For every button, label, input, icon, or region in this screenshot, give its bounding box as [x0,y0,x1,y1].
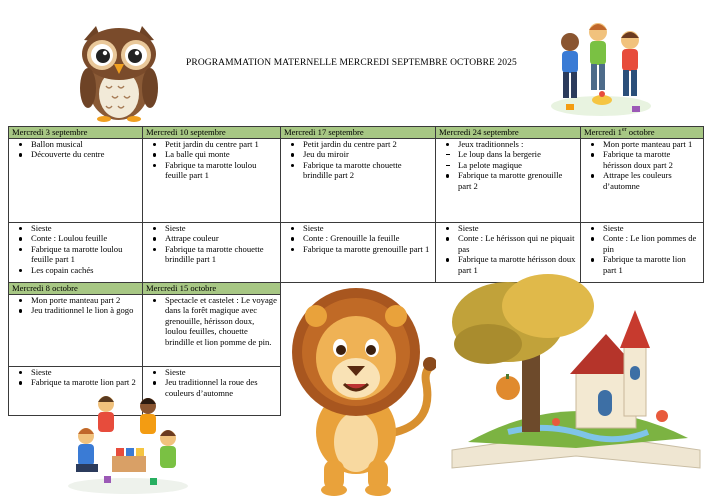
activity-item: Le loup dans la bergerie [445,149,577,159]
activity-item: Sieste [18,367,139,377]
storybook-castle-icon [448,262,704,490]
activity-item: Spectacle et castelet : Le voyage dans la forêt magique avec grenouille, hérisson doux, loulou feuilles, chouette brindille et lion pomme de pin. [152,295,277,347]
activity-item: Jeu traditionnel le lion à gogo [18,305,139,315]
morning-cell [436,139,581,223]
owl-icon [74,20,164,124]
day-header: Mercredi 17 septembre [281,127,436,139]
activity-item: Fabrique ta marotte loulou feuille part 1 [152,160,277,181]
morning-cell [9,295,143,367]
activity-item: Sieste [290,223,432,233]
morning-cell [143,139,281,223]
afternoon-cell [143,223,281,283]
activity-item: Sieste [152,367,277,377]
activity-item: Attrape les couleurs d’automne [590,170,700,191]
activity-item: Fabrique ta marotte loulou feuille part 1 [18,244,139,265]
activity-item: Sieste [590,223,700,233]
activity-item: Fabrique ta marotte lion part 1 [590,254,700,275]
activity-item: Conte : Le lion pommes de pin [590,233,700,254]
day-header: Mercredi 15 octobre [143,283,281,295]
day-header: Mercredi 24 septembre [436,127,581,139]
activity-item: Jeux traditionnels : [445,139,577,149]
activity-item: Découverte du centre [18,149,139,159]
morning-cell [143,295,281,367]
afternoon-cell [281,223,436,283]
activity-item: Sieste [18,223,139,233]
activity-item: Les copain cachés [18,265,139,275]
activity-item: Fabrique ta marotte chouette brindille part 2 [290,160,432,181]
activity-item: La pelote magique [445,160,577,170]
activity-item: Mon porte manteau part 1 [590,139,700,149]
activity-item: Conte : Loulou feuille [18,233,139,243]
morning-cell [9,139,143,223]
activity-item: Petit jardin du centre part 2 [290,139,432,149]
morning-row-1 [9,139,704,223]
activity-item: Jeu du miroir [290,149,432,159]
activity-item: Ballon musical [18,139,139,149]
activity-item: Petit jardin du centre part 1 [152,139,277,149]
activity-item: Fabrique ta marotte grenouille part 2 [445,170,577,191]
activity-item: Attrape couleur [152,233,277,243]
kids-playing-blocks-icon [64,392,192,496]
activity-item: Fabrique ta marotte lion part 2 [18,377,139,387]
activity-item: La balle qui monte [152,149,277,159]
activity-item: Jeu traditionnel la roue des couleurs d’automne [152,377,277,398]
lion-icon [276,282,436,496]
morning-cell [581,139,704,223]
activity-item: Mon porte manteau part 2 [18,295,139,305]
activity-item: Sieste [152,223,277,233]
activity-item: Fabrique ta marotte hérisson doux part 1 [445,254,577,275]
activity-item: Fabrique ta marotte hérisson doux part 2 [590,149,700,170]
activity-item: Fabrique ta marotte grenouille part 1 [290,244,432,254]
day-header: Mercredi 10 septembre [143,127,281,139]
children-playing-icon [548,14,654,118]
activity-item: Fabrique ta marotte chouette brindille part 1 [152,244,277,265]
header-row-1 [9,127,704,139]
day-header: Mercredi 8 octobre [9,283,143,295]
activity-item: Sieste [445,223,577,233]
activity-item: Conte : Grenouille la feuille [290,233,432,243]
day-header: Mercredi 3 septembre [9,127,143,139]
page-title: PROGRAMMATION MATERNELLE MERCREDI SEPTEMBRE OCTOBRE 2025 [186,58,517,68]
activity-item: Conte : Le hérisson qui ne piquait pas [445,233,577,254]
afternoon-cell [9,223,143,283]
morning-cell [281,139,436,223]
day-header: Mercredi 1er octobre [581,127,704,139]
